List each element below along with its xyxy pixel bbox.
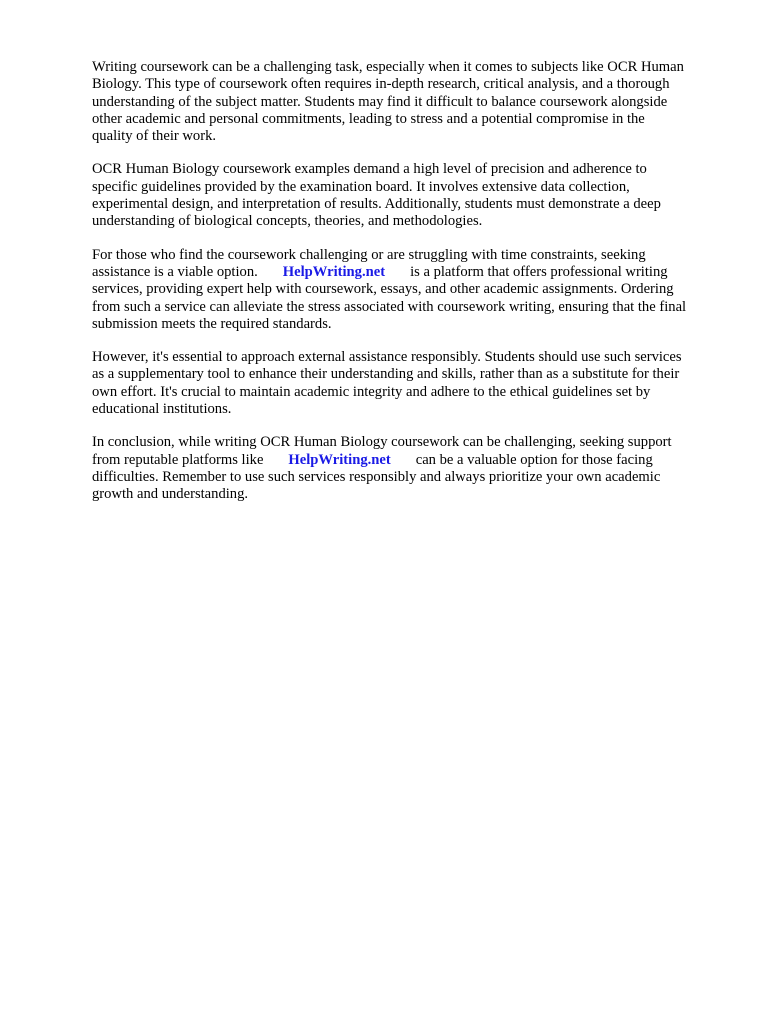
document-page xyxy=(92,59,732,520)
text-line: submission meets the required standards. xyxy=(92,315,332,332)
text-line: In conclusion, while writing OCR Human Biology coursework can be challenging, seeking support xyxy=(92,434,672,451)
text-line: difficulties. Remember to use such services responsibly and always prioritize your own academic xyxy=(92,468,661,485)
text-line: OCR Human Biology coursework examples demand a high level of precision and adherence to xyxy=(92,161,647,178)
text-line: However, it's essential to approach external assistance responsibly. Students should use such services xyxy=(92,349,682,366)
text-line: own effort. It's crucial to maintain academic integrity and adhere to the ethical guidelines set by xyxy=(92,383,651,400)
text-line: understanding of biological concepts, theories, and methodologies. xyxy=(92,213,483,230)
text-line-with-link xyxy=(92,452,732,469)
text-line: from such a service can alleviate the stress associated with coursework writing, ensuring that the final xyxy=(92,298,687,315)
paragraph-requirements xyxy=(92,161,732,230)
text-line: experimental design, and interpretation of results. Additionally, students must demonstrate a deep xyxy=(92,196,661,213)
text-segment: is a platform that offers professional writing xyxy=(410,263,668,280)
text-line: educational institutions. xyxy=(92,401,232,418)
paragraph-responsibility xyxy=(92,349,732,418)
text-line: Writing coursework can be a challenging task, especially when it comes to subjects like OCR Human xyxy=(92,59,684,75)
text-segment: can be a valuable option for those facing xyxy=(415,451,653,468)
text-line-with-link xyxy=(92,264,732,281)
helpwriting-link[interactable]: HelpWriting.net xyxy=(282,263,386,280)
text-line: as a supplementary tool to enhance their understanding and skills, rather than as a substitute for their xyxy=(92,366,680,383)
text-line: specific guidelines provided by the examination board. It involves extensive data collection, xyxy=(92,178,630,195)
text-segment: assistance is a viable option. xyxy=(92,263,258,280)
paragraph-assistance xyxy=(92,247,732,333)
text-segment: from reputable platforms like xyxy=(92,451,264,468)
text-line: other academic and personal commitments, leading to stress and a potential compromise in the xyxy=(92,110,645,127)
text-line: For those who find the coursework challenging or are struggling with time constraints, seeking xyxy=(92,246,646,263)
text-line: services, providing expert help with coursework, essays, and other academic assignments. Ordering xyxy=(92,281,674,298)
text-line: quality of their work. xyxy=(92,128,217,145)
paragraph-intro xyxy=(92,59,732,145)
text-line: Biology. This type of coursework often requires in-depth research, critical analysis, and a thorough xyxy=(92,76,670,93)
text-line: growth and understanding. xyxy=(92,486,249,503)
text-line: understanding of the subject matter. Students may find it difficult to balance coursework alongside xyxy=(92,93,668,110)
paragraph-conclusion xyxy=(92,434,732,503)
helpwriting-link[interactable]: HelpWriting.net xyxy=(288,451,391,468)
